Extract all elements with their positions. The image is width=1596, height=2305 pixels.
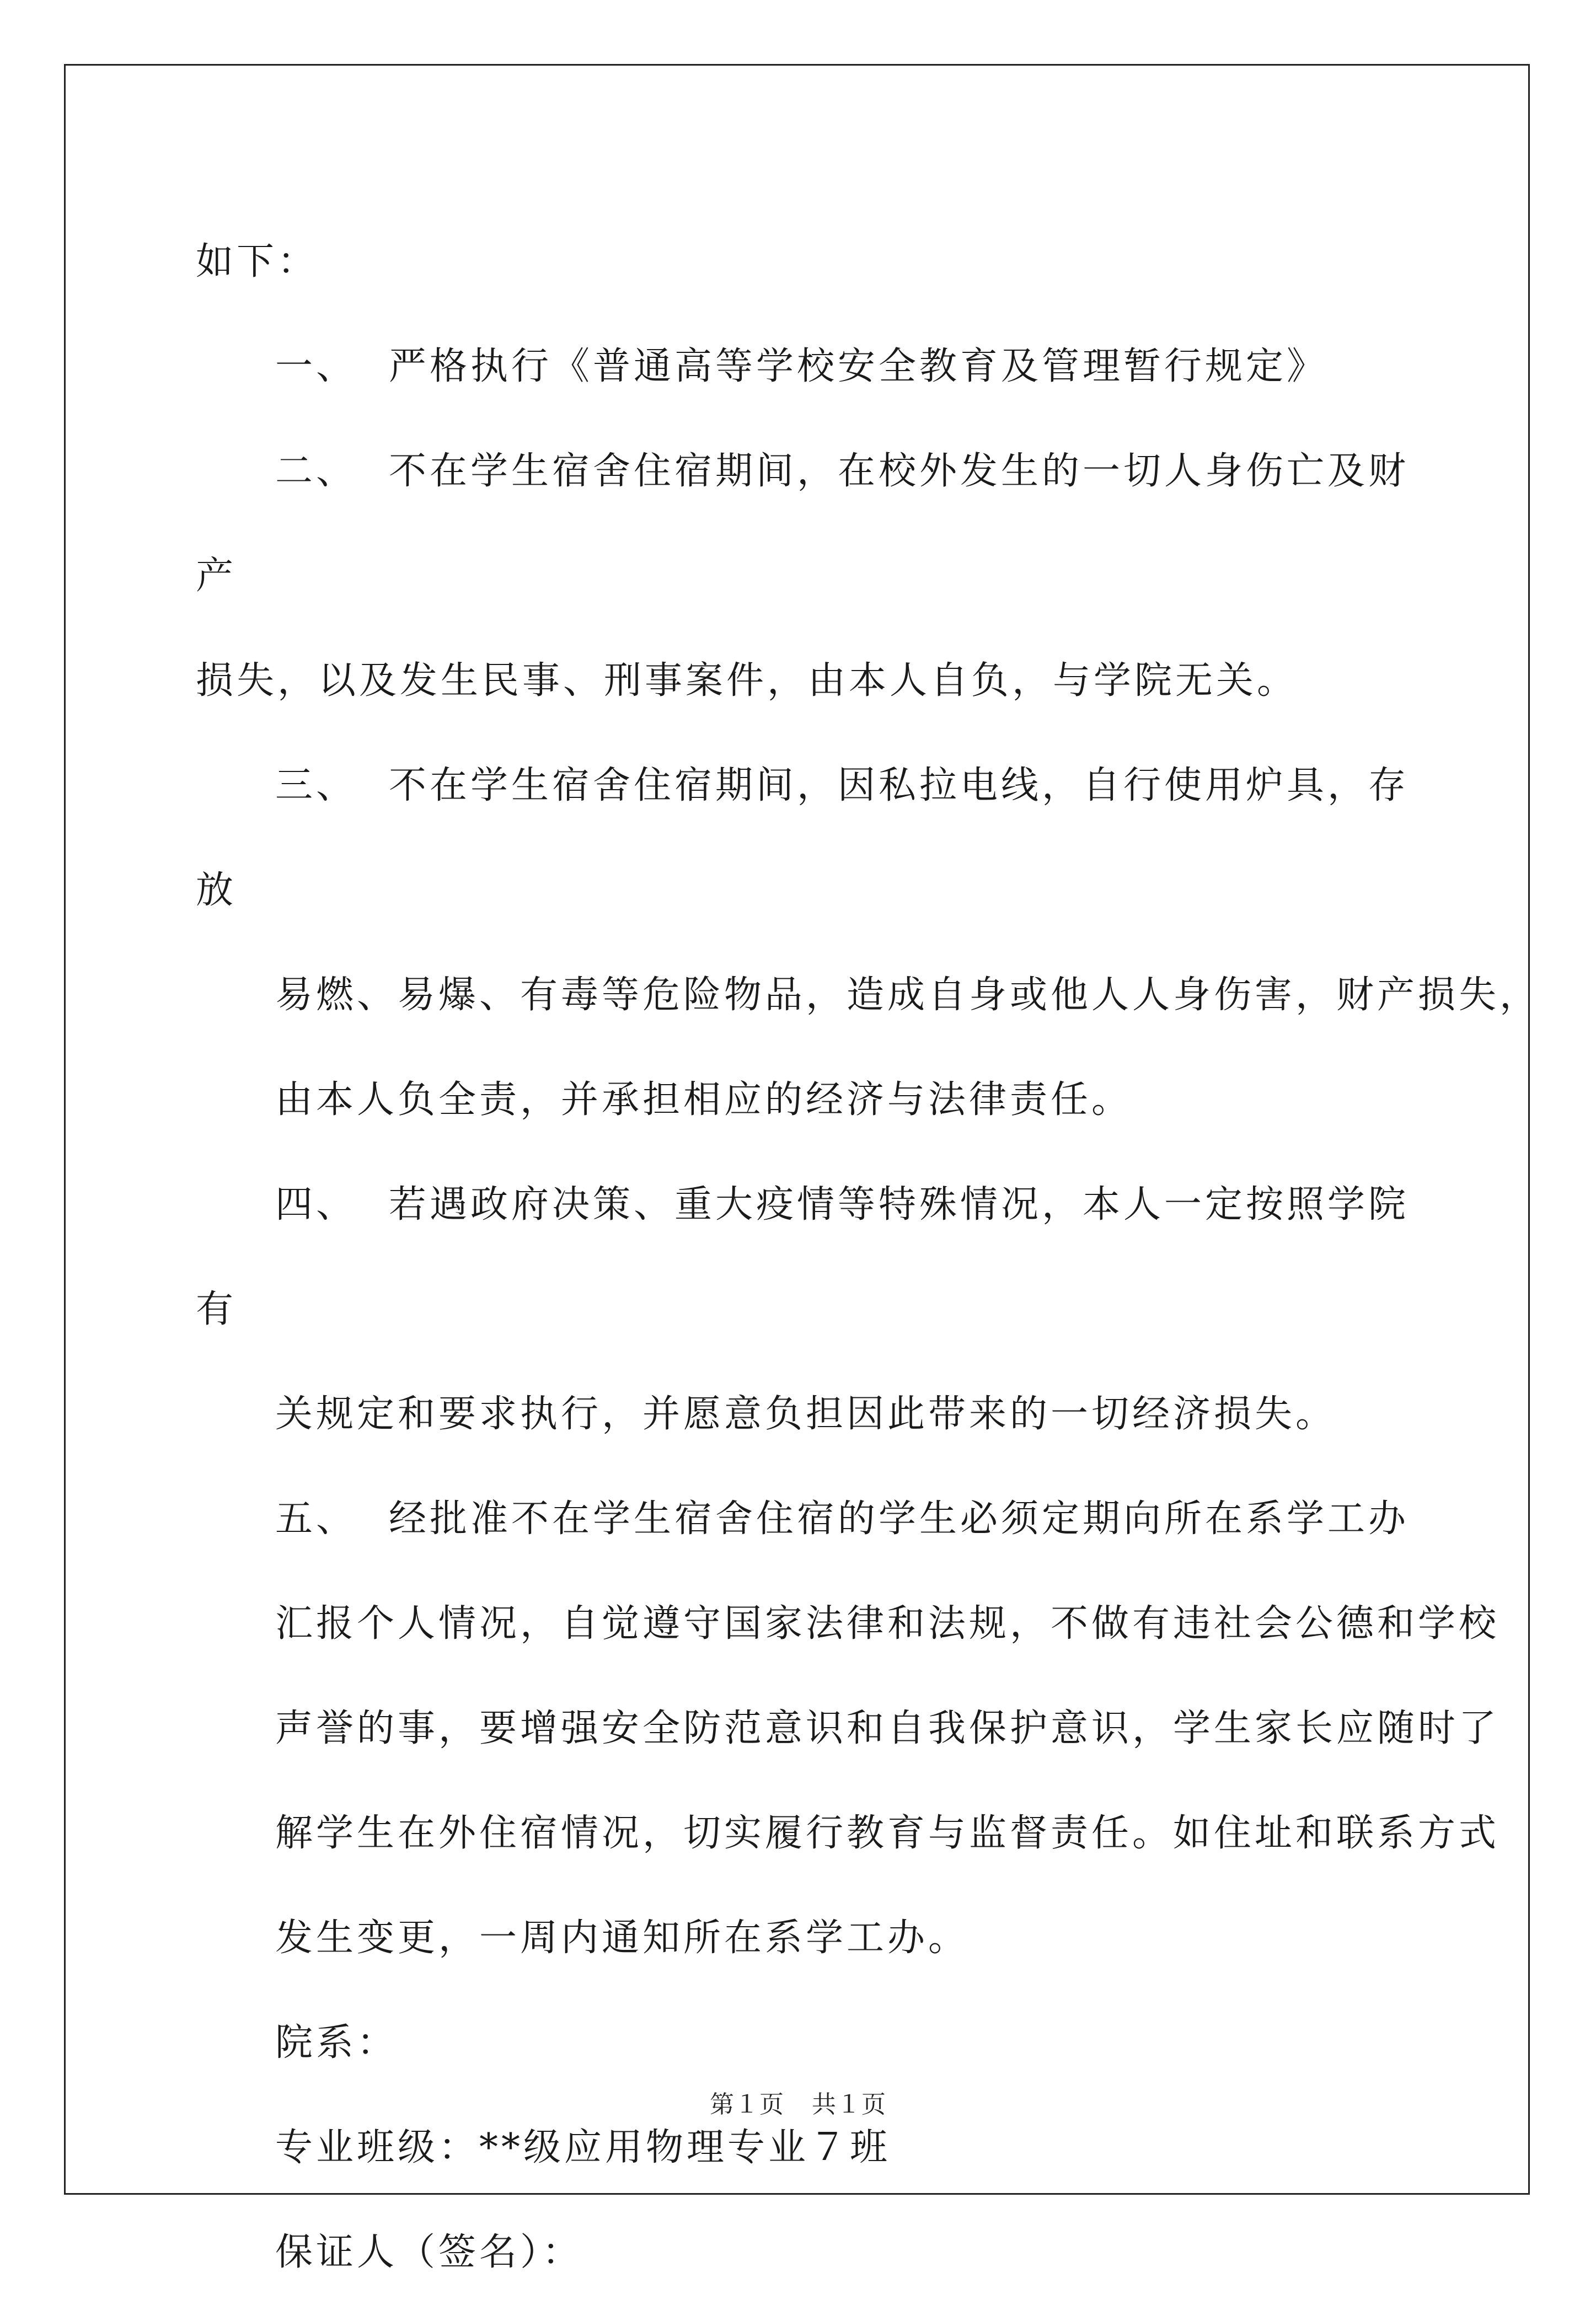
- clause-number: 五、: [275, 1497, 357, 1541]
- clause-number: 二、: [275, 449, 357, 493]
- clause-text-line: 发生变更，一周内通知所在系学工办。: [275, 1916, 970, 1960]
- opening-line: 如下：: [196, 240, 319, 283]
- clause-number: 四、: [275, 1183, 357, 1226]
- page-footer: [0, 2084, 1596, 2120]
- clause-text-line: 汇报个人情况，自觉遵守国家法律和法规，不做有违社会公德和学校: [275, 1602, 1500, 1645]
- clause-number: 三、: [275, 764, 357, 807]
- clause-text-line: 若遇政府决策、重大疫情等特殊情况，本人一定按照学院有: [196, 1183, 1410, 1331]
- clause-text-line: 关规定和要求执行，并愿意负担因此带来的一切经济损失。: [275, 1392, 1337, 1436]
- clause-text-line: 声誉的事，要增强安全防范意识和自我保护意识，学生家长应随时了: [275, 1707, 1500, 1750]
- total-pages: 共１页: [812, 2091, 886, 2118]
- document-body: [196, 210, 1541, 2305]
- clause-text-line: 不在学生宿舍住宿期间，在校外发生的一切人身伤亡及财产: [196, 449, 1410, 598]
- page-number: 第１页: [710, 2091, 784, 2118]
- clause-text-line: 解学生在外住宿情况，切实履行教育与监督责任。如住址和联系方式: [275, 1811, 1500, 1855]
- clause-2: [196, 419, 1431, 733]
- clause-number: 一、: [275, 345, 357, 388]
- clause-text-line: 严格执行《普通高等学校安全教育及管理暂行规定》: [389, 345, 1328, 388]
- clause-text-line: 经批准不在学生宿舍住宿的学生必须定期向所在系学工办: [389, 1497, 1410, 1541]
- clause-text-line: 由本人负全责，并承担相应的经济与法律责任。: [275, 1078, 1133, 1122]
- class-field: 专业班级：**级应用物理专业７班: [275, 2126, 891, 2169]
- clause-3: [196, 733, 1541, 1152]
- clause-5: [196, 1467, 1500, 1991]
- department-field: 院系：: [275, 2021, 398, 2065]
- clause-text-line: 不在学生宿舍住宿期间，因私拉电线，自行使用炉具，存放: [196, 764, 1410, 912]
- clause-1: [196, 314, 1431, 419]
- clause-4: [196, 1152, 1431, 1467]
- clause-text-line: 损失，以及发生民事、刑事案件，由本人自负，与学院无关。: [196, 659, 1298, 703]
- clause-text-line: 易燃、易爆、有毒等危险物品，造成自身或他人人身伤害，财产损失，: [275, 973, 1541, 1017]
- signature-field: 保证人（签名）：: [275, 2231, 583, 2274]
